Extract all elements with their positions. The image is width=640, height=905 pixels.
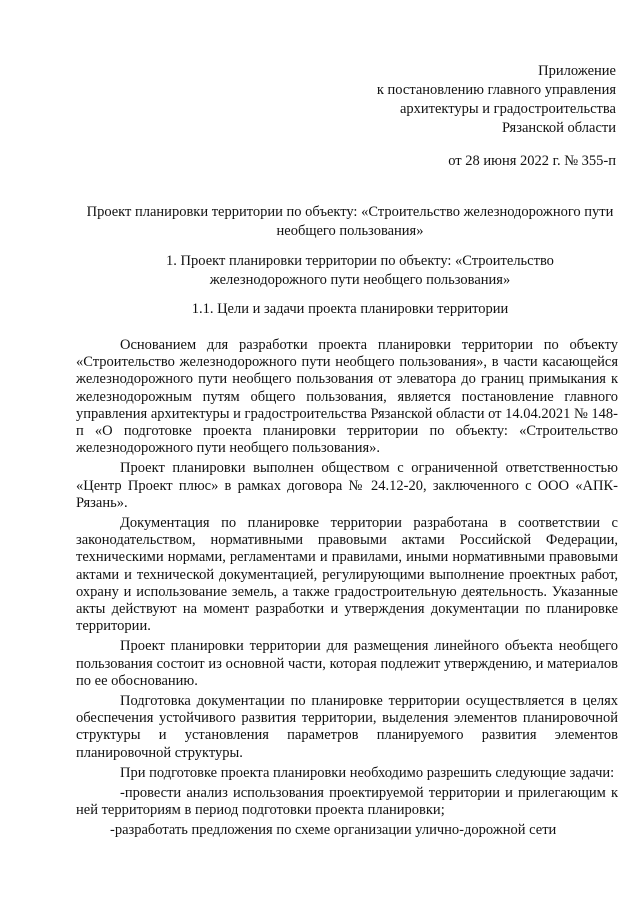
document-title: Проект планировки территории по объекту: «Строительство железнодорожного пути необщего пользования» [86, 204, 614, 239]
paragraph-basis: Основанием для разработки проекта планировки территории по объекту «Строительство железнодорожного пути необщего пользования», в части касающейся железнодорожного пути необщего пользования от элеватора до границ примыкания к железнодорожным путям общего пользования, является постановление главного управления архитектуры и градостроительства Рязанской области от 14.04.2021 № 148-п «О подготовке проекта планировки территории по объекту: «Строительство железнодорожного пути необщего пользования». [76, 337, 619, 457]
appendix-resolution-line: к постановлению главного управления [376, 82, 616, 98]
paragraph-purpose: Подготовка документации по планировке территории осуществляется в целях обеспечения устойчивого развития территории, выделения элементов планировочной структуры и установления параметров планируемого развития элементов планировочной структуры. [76, 693, 618, 761]
paragraph-tasks-intro: При подготовке проекта планировки необходимо разрешить следующие задачи: [120, 764, 615, 781]
task-item-analysis: -провести анализ использования проектируемой территории и прилегающим к ней территориям в период подготовки проекта планировки; [76, 785, 618, 819]
paragraph-regulations: Документация по планировке территории разработана в соответствии с законодательством, нормативными правовыми актами Российской Федерации, техническими нормами, регламентами и правилами, иными нормативными правовыми актами и технической документацией, регулирующими выполнение проектных работ, охрану и использование земель, а также градостроительную деятельность. Указанные акты действуют на момент разработки и утверждения документации по планировке территории. [76, 515, 618, 635]
task-item-road-network: -разработать предложения по схеме организации улично-дорожной сети [110, 822, 557, 839]
subsection-title: 1.1. Цели и задачи проекта планировки территории [191, 301, 509, 317]
paragraph-contractor: Проект планировки выполнен обществом с ограниченной ответственностью «Центр Проект плюс» в рамках договора № 24.12-20, заключенного с ООО «АПК-Рязань». [76, 460, 618, 511]
appendix-label: Приложение [538, 63, 616, 79]
appendix-header [377, 62, 616, 171]
appendix-authority-line: архитектуры и градостроительства [399, 101, 616, 117]
document-body [76, 337, 618, 843]
appendix-date: от 28 июня 2022 г. № 355-п [448, 153, 616, 169]
paragraph-composition: Проект планировки территории для размещения линейного объекта необщего пользования состоит из основной части, которая подлежит утверждению, и материалов по ее обоснованию. [76, 638, 618, 689]
section-title: 1. Проект планировки территории по объекту: «Строительство железнодорожного пути необщего пользования» [166, 253, 554, 288]
appendix-region-line: Рязанской области [502, 120, 616, 136]
